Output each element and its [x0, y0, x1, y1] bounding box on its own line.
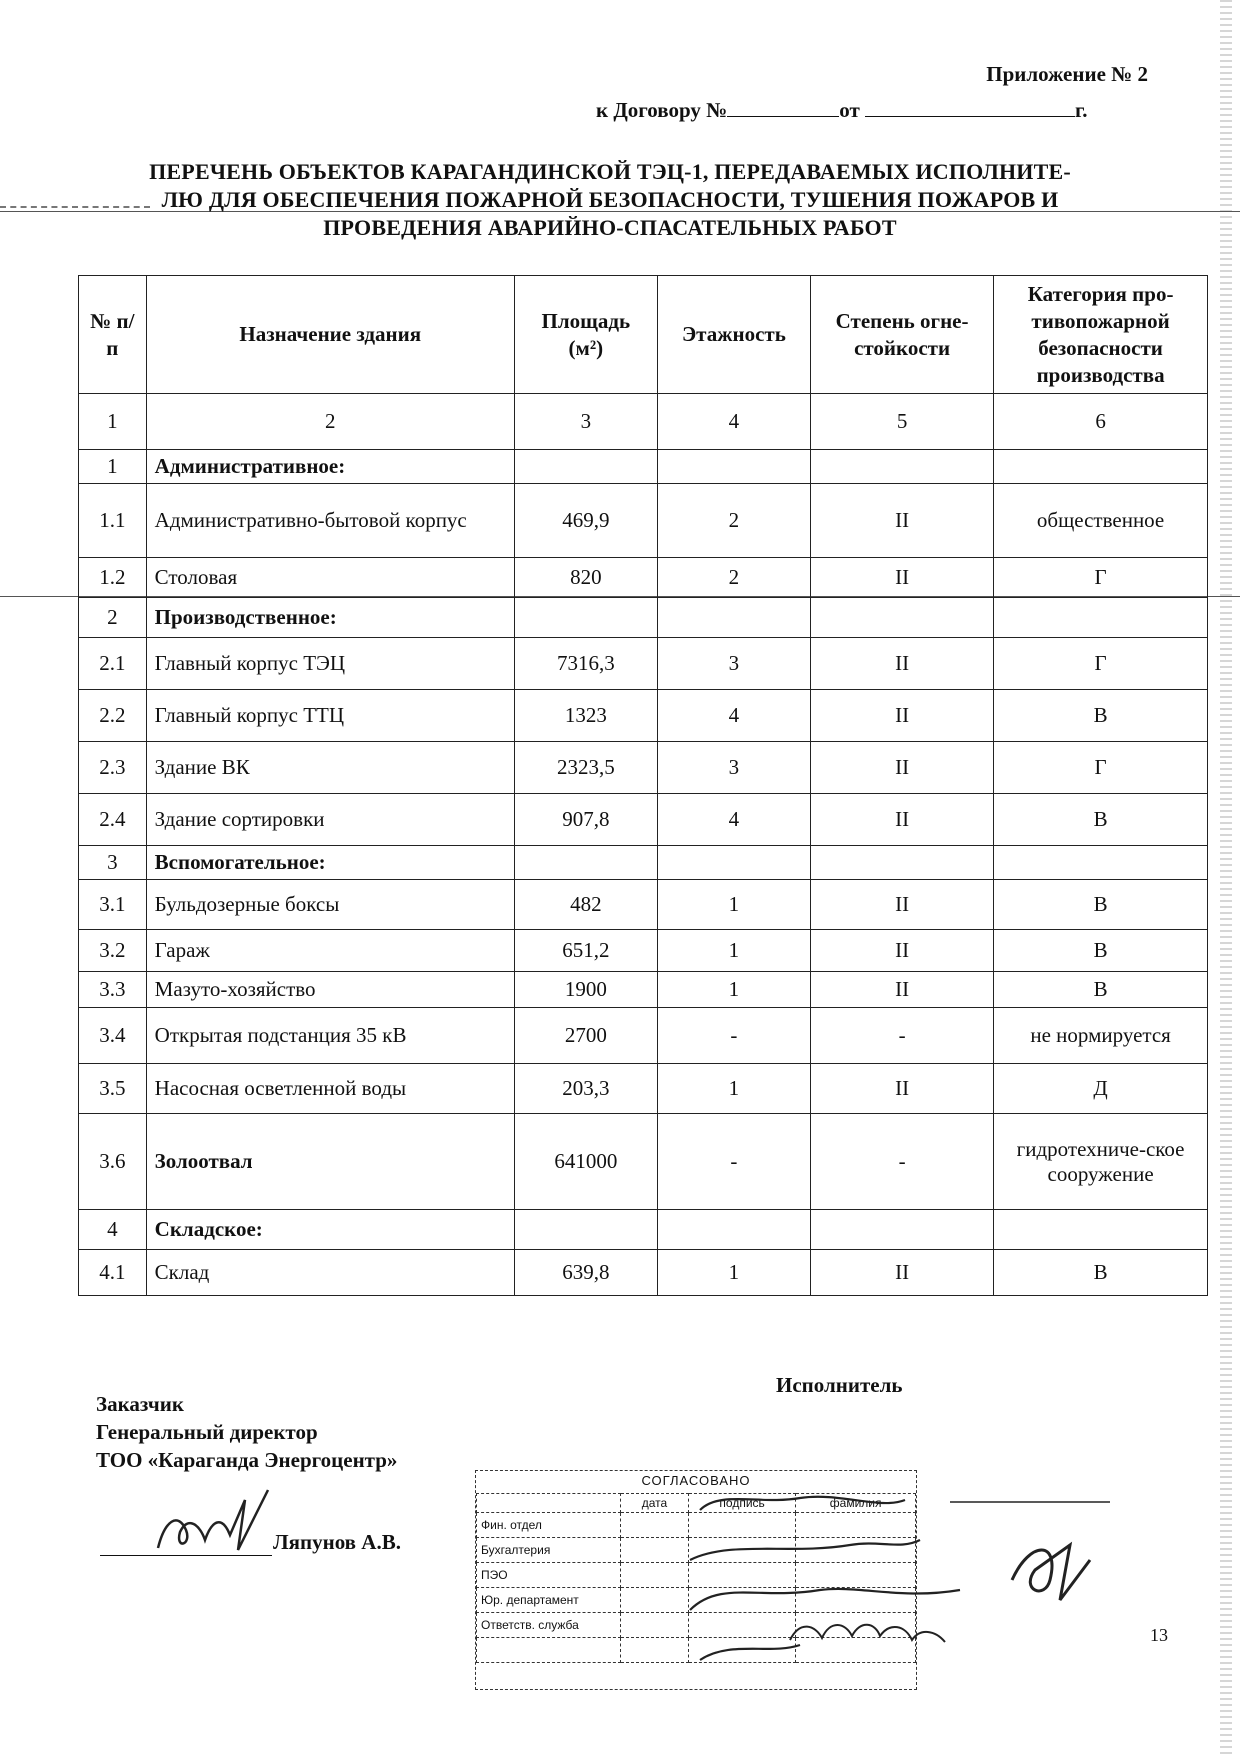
stamp-row-label: Бухгалтерия — [477, 1538, 621, 1563]
column-number: 6 — [994, 394, 1208, 450]
row-num: 1.1 — [79, 484, 147, 558]
row-fire-resistance: II — [811, 794, 994, 846]
column-number: 2 — [146, 394, 514, 450]
row-name: Гараж — [146, 930, 514, 972]
row-name: Административно-бытовой корпус — [146, 484, 514, 558]
row-category: Г — [994, 638, 1208, 690]
column-number: 5 — [811, 394, 994, 450]
stamp-col-surname: фамилия — [796, 1494, 916, 1513]
row-fire-resistance: II — [811, 1250, 994, 1296]
row-num: 3.6 — [79, 1114, 147, 1210]
row-floors: 3 — [657, 638, 810, 690]
stamp-surname-scribble — [790, 1625, 945, 1642]
row-name: Золоотвал — [146, 1114, 514, 1210]
row-name: Насосная осветленной воды — [146, 1064, 514, 1114]
row-num: 3.2 — [79, 930, 147, 972]
row-num: 1.2 — [79, 558, 147, 598]
row-fire-resistance: II — [811, 930, 994, 972]
section-name: Производственное: — [146, 598, 514, 638]
row-name: Склад — [146, 1250, 514, 1296]
row-floors: 1 — [657, 1250, 810, 1296]
row-floors: 1 — [657, 1064, 810, 1114]
row-fire-resistance: - — [811, 1008, 994, 1064]
row-name: Главный корпус ТТЦ — [146, 690, 514, 742]
row-floors: 3 — [657, 742, 810, 794]
row-fire-resistance: II — [811, 484, 994, 558]
customer-org: ТОО «Караганда Энергоцентр» — [96, 1448, 398, 1472]
row-num: 2.2 — [79, 690, 147, 742]
row-num: 3.3 — [79, 972, 147, 1008]
row-area: 203,3 — [514, 1064, 657, 1114]
row-fire-resistance: II — [811, 638, 994, 690]
contract-from: от — [839, 98, 860, 122]
row-fire-resistance: II — [811, 558, 994, 598]
row-num: 3.5 — [79, 1064, 147, 1114]
row-category: Г — [994, 742, 1208, 794]
title-line: ПРОВЕДЕНИЯ АВАРИЙНО-СПАСАТЕЛЬНЫХ РАБОТ — [323, 215, 897, 240]
row-floors: 1 — [657, 972, 810, 1008]
stamp-row-label: Юр. департамент — [477, 1588, 621, 1613]
row-num: 3.1 — [79, 880, 147, 930]
section-name: Вспомогательное: — [146, 846, 514, 880]
row-area: 482 — [514, 880, 657, 930]
row-name: Главный корпус ТЭЦ — [146, 638, 514, 690]
row-floors: - — [657, 1114, 810, 1210]
row-area: 651,2 — [514, 930, 657, 972]
stamp-row-label: ПЭО — [477, 1563, 621, 1588]
stamp-col-signature: подпись — [688, 1494, 795, 1513]
customer-label: Заказчик — [96, 1392, 184, 1416]
row-num: 2.3 — [79, 742, 147, 794]
section-num: 3 — [79, 846, 147, 880]
contract-prefix: к Договору № — [596, 98, 728, 122]
contract-suffix: г. — [1075, 98, 1088, 122]
section-num: 4 — [79, 1210, 147, 1250]
header-name: Назначение здания — [146, 276, 514, 394]
row-area: 907,8 — [514, 794, 657, 846]
row-num: 3.4 — [79, 1008, 147, 1064]
executor-signature — [1012, 1545, 1090, 1600]
row-category: общественное — [994, 484, 1208, 558]
customer-position: Генеральный директор — [96, 1420, 318, 1444]
row-floors: 4 — [657, 794, 810, 846]
row-floors: 1 — [657, 930, 810, 972]
row-category: В — [994, 880, 1208, 930]
header-fire-resistance: Степень огне-стойкости — [811, 276, 994, 394]
row-area: 2700 — [514, 1008, 657, 1064]
section-num: 1 — [79, 450, 147, 484]
column-number: 3 — [514, 394, 657, 450]
row-name: Открытая подстанция 35 кВ — [146, 1008, 514, 1064]
customer-signer-name: Ляпунов А.В. — [273, 1530, 401, 1554]
column-number: 4 — [657, 394, 810, 450]
stamp-title: СОГЛАСОВАНО — [641, 1473, 751, 1488]
customer-signature — [158, 1490, 268, 1550]
row-fire-resistance: II — [811, 1064, 994, 1114]
stamp-signature-scribble — [690, 1497, 960, 1660]
row-floors: 1 — [657, 880, 810, 930]
row-area: 1900 — [514, 972, 657, 1008]
row-category: не нормируется — [994, 1008, 1208, 1064]
row-floors: 2 — [657, 558, 810, 598]
row-fire-resistance: II — [811, 690, 994, 742]
stamp-row-label: Фин. отдел — [477, 1513, 621, 1538]
row-name: Столовая — [146, 558, 514, 598]
row-category: В — [994, 930, 1208, 972]
row-category: В — [994, 690, 1208, 742]
row-num: 2.1 — [79, 638, 147, 690]
row-num: 4.1 — [79, 1250, 147, 1296]
row-area: 2323,5 — [514, 742, 657, 794]
row-category: В — [994, 972, 1208, 1008]
row-category: Г — [994, 558, 1208, 598]
row-area: 469,9 — [514, 484, 657, 558]
row-floors: 4 — [657, 690, 810, 742]
row-area: 639,8 — [514, 1250, 657, 1296]
row-num: 2.4 — [79, 794, 147, 846]
row-fire-resistance: II — [811, 742, 994, 794]
row-area: 641000 — [514, 1114, 657, 1210]
header-category: Категория про-тивопожарной безопасности производства — [994, 276, 1208, 394]
row-name: Мазуто-хозяйство — [146, 972, 514, 1008]
row-floors: 2 — [657, 484, 810, 558]
row-name: Здание сортировки — [146, 794, 514, 846]
row-fire-resistance: - — [811, 1114, 994, 1210]
title-line: ПЕРЕЧЕНЬ ОБЪЕКТОВ КАРАГАНДИНСКОЙ ТЭЦ-1, ПЕРЕДАВАЕМЫХ ИСПОЛНИТЕ- — [149, 159, 1071, 184]
header-area: Площадь (м²) — [514, 276, 657, 394]
row-category: Д — [994, 1064, 1208, 1114]
section-name: Складское: — [146, 1210, 514, 1250]
row-category: В — [994, 1250, 1208, 1296]
row-area: 820 — [514, 558, 657, 598]
row-name: Бульдозерные боксы — [146, 880, 514, 930]
header-floors: Этажность — [657, 276, 810, 394]
row-floors: - — [657, 1008, 810, 1064]
row-category: В — [994, 794, 1208, 846]
row-category: гидротехниче-ское сооружение — [994, 1114, 1208, 1210]
section-name: Административное: — [146, 450, 514, 484]
page-number: 13 — [1150, 1625, 1168, 1645]
row-fire-resistance: II — [811, 880, 994, 930]
stamp-col-date: дата — [621, 1494, 689, 1513]
column-number: 1 — [79, 394, 147, 450]
title-line: ЛЮ ДЛЯ ОБЕСПЕЧЕНИЯ ПОЖАРНОЙ БЕЗОПАСНОСТИ, ТУШЕНИЯ ПОЖАРОВ И — [161, 187, 1059, 212]
section-num: 2 — [79, 598, 147, 638]
appendix-label: Приложение № 2 — [986, 62, 1148, 86]
row-name: Здание ВК — [146, 742, 514, 794]
executor-label: Исполнитель — [776, 1373, 903, 1397]
row-area: 1323 — [514, 690, 657, 742]
row-fire-resistance: II — [811, 972, 994, 1008]
header-num: № п/п — [79, 276, 147, 394]
row-area: 7316,3 — [514, 638, 657, 690]
stamp-row-label: Ответств. служба — [477, 1613, 621, 1638]
